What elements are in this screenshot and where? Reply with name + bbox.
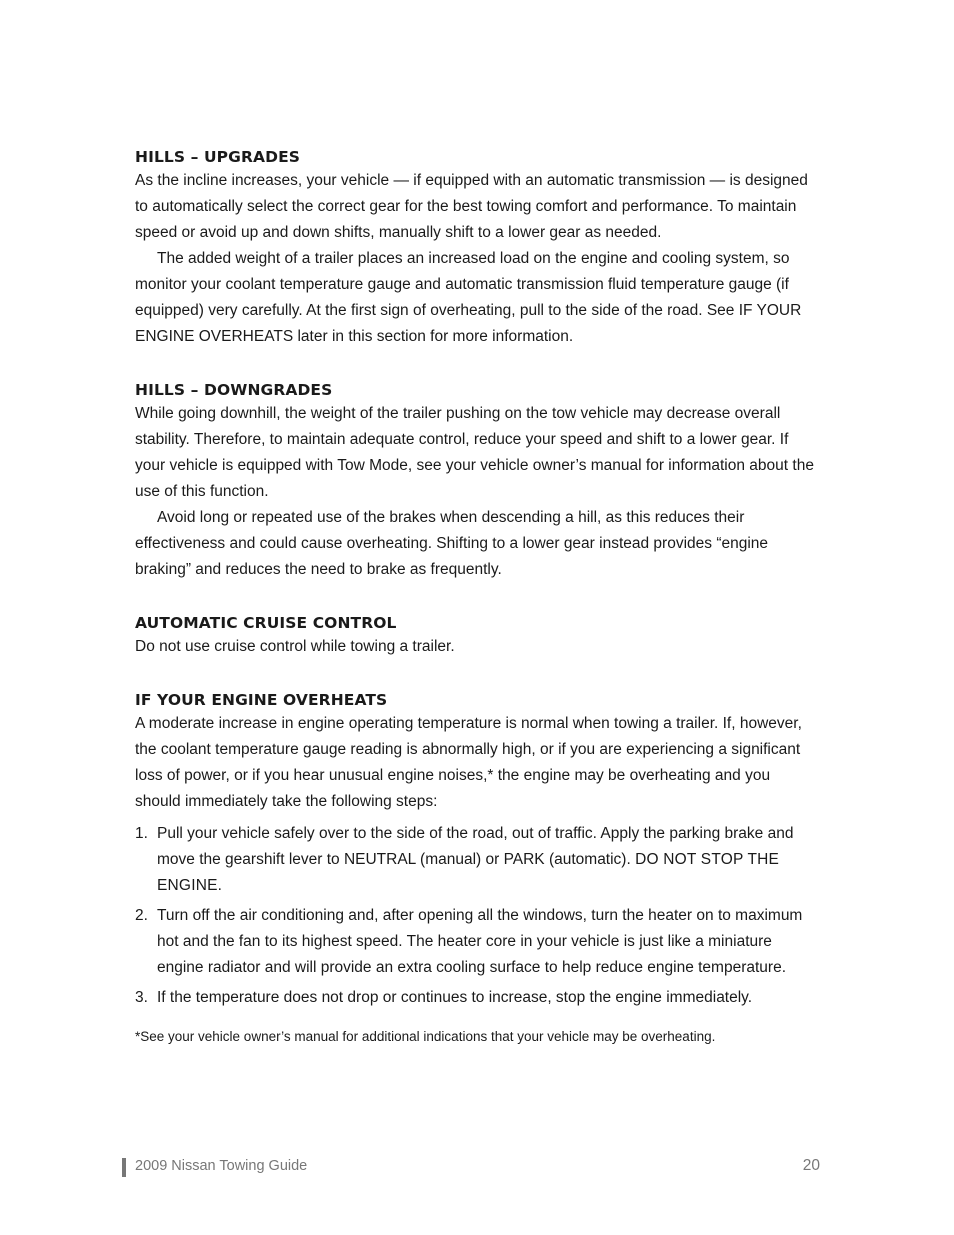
section-heading: AUTOMATIC CRUISE CONTROL bbox=[135, 614, 397, 632]
section-engine-overheats bbox=[135, 689, 820, 1047]
step-item bbox=[135, 985, 820, 1011]
page-footer bbox=[122, 1156, 820, 1178]
body-paragraph: Avoid long or repeated use of the brakes when descending a hill, as this reduces their effectiveness and could cause overheating. Shifting to a lower gear instead provides “engine braking” and reduces the need to brake as frequently. bbox=[135, 509, 769, 578]
step-number: 2. bbox=[135, 907, 148, 924]
page-content bbox=[135, 146, 820, 1076]
step-number: 1. bbox=[135, 825, 148, 842]
step-item bbox=[135, 821, 820, 899]
section-heading: IF YOUR ENGINE OVERHEATS bbox=[135, 691, 388, 709]
step-number: 3. bbox=[135, 989, 148, 1006]
section-hills-upgrades bbox=[135, 146, 820, 350]
steps-list bbox=[135, 821, 820, 1011]
body-paragraph: A moderate increase in engine operating temperature is normal when towing a trailer. If, however, the coolant temperature gauge reading is abnormally high, or if you are experiencing a significant loss of power, or if you hear unusual engine noises,* the engine may be overheating and you should immediately take the following steps: bbox=[135, 715, 802, 810]
section-heading: HILLS – UPGRADES bbox=[135, 148, 301, 166]
body-paragraph: Do not use cruise control while towing a trailer. bbox=[135, 638, 455, 655]
page-number: 20 bbox=[802, 1157, 820, 1174]
body-paragraph: As the incline increases, your vehicle — if equipped with an automatic transmission — is designed to automatically select the correct gear for the best towing comfort and performance. To maintain speed or avoid up and down shifts, manually shift to a lower gear as needed. bbox=[135, 172, 808, 241]
body-paragraph: The added weight of a trailer places an increased load on the engine and cooling system, so monitor your coolant temperature gauge and automatic transmission fluid temperature gauge (if equipped) very carefully. At the first sign of overheating, pull to the side of the road. See IF YOUR ENGINE OVERHEATS later in this section for more information. bbox=[135, 250, 802, 345]
step-text: If the temperature does not drop or continues to increase, stop the engine immediately. bbox=[157, 989, 753, 1006]
section-heading: HILLS – DOWNGRADES bbox=[135, 381, 333, 399]
step-text: Turn off the air conditioning and, after opening all the windows, turn the heater on to maximum hot and the fan to its highest speed. The heater core in your vehicle is just like a miniature engine radiator and will provide an extra cooling surface to help reduce engine temperature. bbox=[157, 907, 803, 976]
step-text: Pull your vehicle safely over to the side of the road, out of traffic. Apply the parking brake and move the gearshift lever to NEUTRAL (manual) or PARK (automatic). bbox=[157, 825, 794, 868]
section-cruise-control bbox=[135, 612, 820, 660]
step-item bbox=[135, 903, 820, 981]
section-hills-downgrades bbox=[135, 379, 820, 583]
footer-bar bbox=[122, 1158, 126, 1177]
body-paragraph: While going downhill, the weight of the trailer pushing on the tow vehicle may decrease overall stability. Therefore, to maintain adequate control, reduce your speed and shift to a lower gear. If your vehicle is equipped with Tow Mode, see your vehicle owner’s manual for information about the use of this function. bbox=[135, 405, 814, 500]
footer-title: 2009 Nissan Towing Guide bbox=[135, 1158, 308, 1174]
step-emphasis: DO NOT STOP THE ENGINE. bbox=[157, 851, 780, 894]
footnote: *See your vehicle owner’s manual for additional indications that your vehicle may be overheating. bbox=[135, 1029, 716, 1044]
